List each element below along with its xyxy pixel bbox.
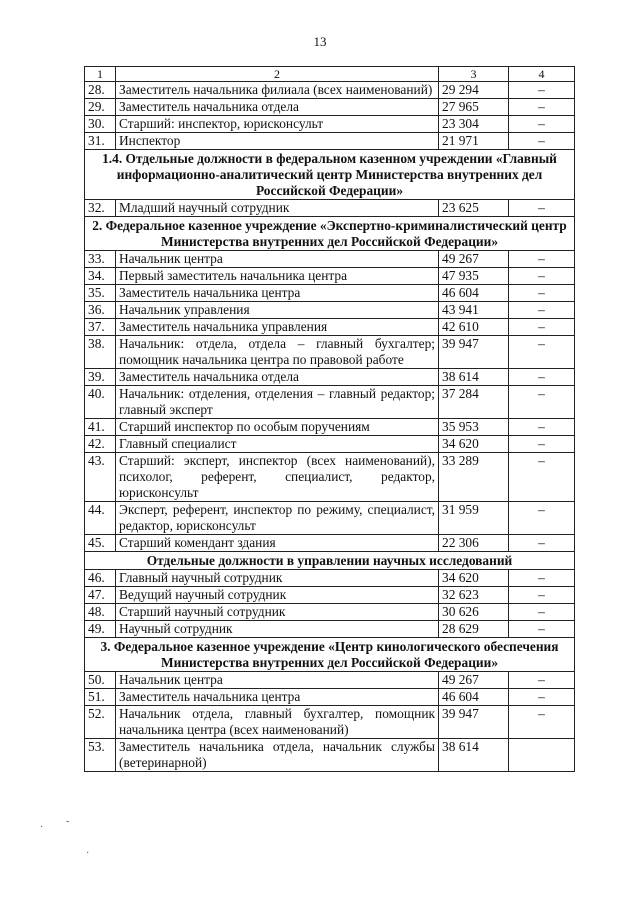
salary-value: 38 614 [439,369,509,386]
mark-cell: – [509,535,575,552]
table-row [85,251,575,268]
row-number: 45. [85,535,116,552]
row-number: 34. [85,268,116,285]
mark-cell: – [509,285,575,302]
position-name: Научный сотрудник [116,621,439,638]
salary-value: 49 267 [439,672,509,689]
table-row [85,336,575,369]
mark-cell: – [509,419,575,436]
mark-cell: – [509,672,575,689]
table-row [85,82,575,99]
position-name: Заместитель начальника отдела, начальник службы (ветеринарной) [116,739,439,772]
salary-value: 23 625 [439,200,509,217]
table-row [85,386,575,419]
position-name: Старший научный сотрудник [116,604,439,621]
mark-cell: – [509,604,575,621]
salary-value: 31 959 [439,502,509,535]
mark-cell: – [509,133,575,150]
row-number: 48. [85,604,116,621]
row-number: 30. [85,116,116,133]
salary-value: 22 306 [439,535,509,552]
table-row [85,739,575,772]
table-row [85,587,575,604]
salary-value: 27 965 [439,99,509,116]
position-name: Старший: инспектор, юрисконсульт [116,116,439,133]
mark-cell: – [509,587,575,604]
row-number: 51. [85,689,116,706]
table-row [85,672,575,689]
position-name: Начальник: отделения, отделения – главный редактор; главный эксперт [116,386,439,419]
table-row [85,302,575,319]
section-heading-row [85,638,575,672]
section-heading: 3. Федеральное казенное учреждение «Центр кинологического обеспечения Министерства внутренних дел Российской Федерации» [85,638,575,672]
table-row [85,319,575,336]
row-number: 33. [85,251,116,268]
row-number: 53. [85,739,116,772]
section-heading: 2. Федеральное казенное учреждение «Экспертно-криминалистический центр Министерства внутренних дел Российской Федерации» [85,217,575,251]
position-name: Начальник: отдела, отдела – главный бухгалтер; помощник начальника центра по правовой работе [116,336,439,369]
position-name: Старший комендант здания [116,535,439,552]
mark-cell: – [509,268,575,285]
salary-value: 23 304 [439,116,509,133]
position-name: Заместитель начальника центра [116,689,439,706]
table-row [85,99,575,116]
row-number: 32. [85,200,116,217]
margin-mark: - [66,816,70,827]
position-name: Заместитель начальника филиала (всех наименований) [116,82,439,99]
salary-value: 37 284 [439,386,509,419]
row-number: 52. [85,706,116,739]
row-number: 40. [85,386,116,419]
positions-table [84,66,575,772]
mark-cell: – [509,200,575,217]
mark-cell: – [509,302,575,319]
mark-cell: – [509,436,575,453]
row-number: 41. [85,419,116,436]
header-col-3: 3 [439,67,509,82]
mark-cell: – [509,319,575,336]
position-name: Старший инспектор по особым поручениям [116,419,439,436]
position-name: Главный специалист [116,436,439,453]
position-name: Старший: эксперт, инспектор (всех наименований), психолог, референт, специалист, редактор, юрисконсульт [116,453,439,502]
position-name: Заместитель начальника отдела [116,369,439,386]
position-name: Эксперт, референт, инспектор по режиму, специалист, редактор, юрисконсульт [116,502,439,535]
mark-cell: – [509,251,575,268]
salary-value: 30 626 [439,604,509,621]
position-name: Младший научный сотрудник [116,200,439,217]
salary-value: 46 604 [439,689,509,706]
row-number: 47. [85,587,116,604]
header-col-2: 2 [116,67,439,82]
mark-cell: – [509,621,575,638]
table-row [85,436,575,453]
salary-value: 33 289 [439,453,509,502]
mark-cell: – [509,82,575,99]
mark-cell: – [509,453,575,502]
position-name: Заместитель начальника отдела [116,99,439,116]
section-heading: 1.4. Отдельные должности в федеральном казенном учреждении «Главный информационно-аналитический центр Министерства внутренних дел Российской Федерации» [85,150,575,200]
salary-value: 21 971 [439,133,509,150]
margin-mark: · [86,848,90,859]
mark-cell: – [509,570,575,587]
table-row [85,453,575,502]
table-row [85,502,575,535]
salary-value: 35 953 [439,419,509,436]
salary-value: 34 620 [439,436,509,453]
row-number: 43. [85,453,116,502]
row-number: 29. [85,99,116,116]
table-body [85,82,575,772]
mark-cell [509,739,575,772]
row-number: 36. [85,302,116,319]
mark-cell: – [509,502,575,535]
position-name: Начальник центра [116,672,439,689]
table-row [85,133,575,150]
header-col-1: 1 [85,67,116,82]
table-row [85,535,575,552]
table-row [85,419,575,436]
page-number: 13 [313,34,327,49]
mark-cell: – [509,386,575,419]
table-row [85,200,575,217]
row-number: 49. [85,621,116,638]
table-row [85,285,575,302]
salary-value: 47 935 [439,268,509,285]
position-name: Инспектор [116,133,439,150]
table-row [85,268,575,285]
row-number: 37. [85,319,116,336]
salary-value: 34 620 [439,570,509,587]
row-number: 46. [85,570,116,587]
salary-value: 38 614 [439,739,509,772]
salary-value: 28 629 [439,621,509,638]
margin-mark: · [40,822,44,833]
position-name: Начальник центра [116,251,439,268]
row-number: 42. [85,436,116,453]
position-name: Заместитель начальника управления [116,319,439,336]
position-name: Первый заместитель начальника центра [116,268,439,285]
mark-cell: – [509,336,575,369]
mark-cell: – [509,706,575,739]
section-heading-row [85,552,575,570]
row-number: 38. [85,336,116,369]
row-number: 31. [85,133,116,150]
mark-cell: – [509,99,575,116]
table-header-row [85,67,575,82]
position-name: Главный научный сотрудник [116,570,439,587]
salary-value: 39 947 [439,706,509,739]
table-row [85,706,575,739]
table-row [85,689,575,706]
mark-cell: – [509,369,575,386]
salary-value: 43 941 [439,302,509,319]
section-heading-row [85,217,575,251]
row-number: 28. [85,82,116,99]
row-number: 50. [85,672,116,689]
salary-value: 39 947 [439,336,509,369]
table-row [85,570,575,587]
mark-cell: – [509,689,575,706]
section-heading-row [85,150,575,200]
row-number: 35. [85,285,116,302]
salary-value: 42 610 [439,319,509,336]
position-name: Начальник управления [116,302,439,319]
position-name: Ведущий научный сотрудник [116,587,439,604]
position-name: Начальник отдела, главный бухгалтер, помощник начальника центра (всех наименований) [116,706,439,739]
table-row [85,369,575,386]
header-col-4: 4 [509,67,575,82]
row-number: 39. [85,369,116,386]
table-row [85,604,575,621]
section-heading: Отдельные должности в управлении научных исследований [85,552,575,570]
salary-value: 49 267 [439,251,509,268]
salary-value: 32 623 [439,587,509,604]
row-number: 44. [85,502,116,535]
salary-value: 29 294 [439,82,509,99]
table-row [85,116,575,133]
position-name: Заместитель начальника центра [116,285,439,302]
mark-cell: – [509,116,575,133]
table-row [85,621,575,638]
salary-value: 46 604 [439,285,509,302]
